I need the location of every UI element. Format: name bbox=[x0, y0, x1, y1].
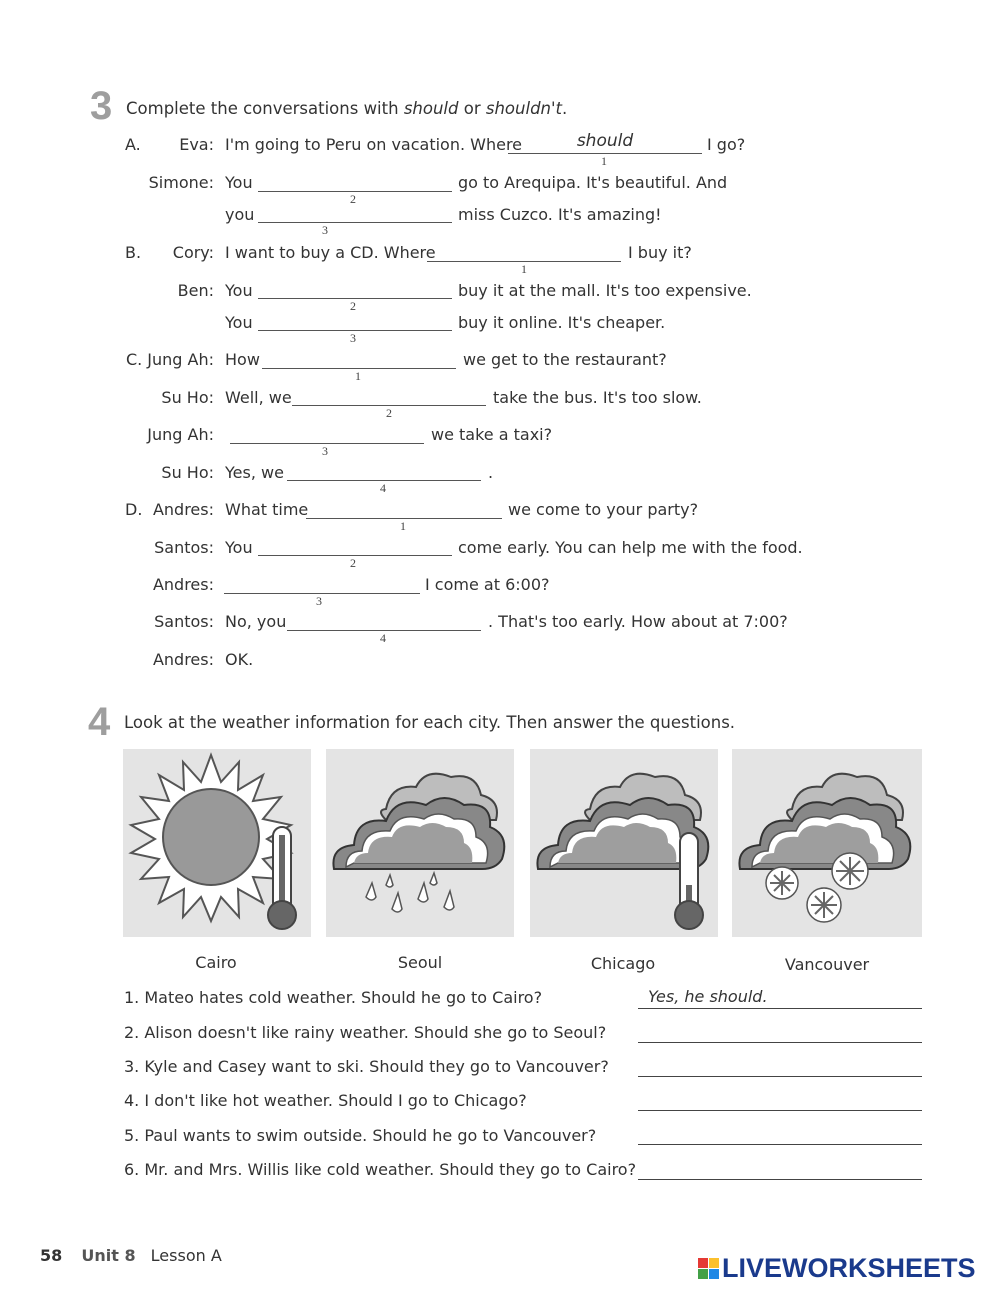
blank-d3[interactable] bbox=[224, 593, 420, 594]
line-after: take the bus. It's too slow. bbox=[493, 388, 702, 407]
blank-number: 1 bbox=[521, 262, 527, 276]
sun-thermometer-icon bbox=[123, 749, 311, 937]
question-5: 5. Paul wants to swim outside. Should he go to Vancouver? bbox=[124, 1126, 597, 1145]
blank-b1-input[interactable] bbox=[427, 238, 621, 260]
blank-number: 2 bbox=[350, 192, 356, 206]
line-before: How bbox=[225, 350, 260, 369]
line-after: I come at 6:00? bbox=[425, 575, 550, 594]
exercise-4-instruction: Look at the weather information for each city. Then answer the questions. bbox=[124, 713, 736, 732]
seoul-weather-panel bbox=[326, 749, 514, 937]
speaker-label: Su Ho: bbox=[161, 388, 214, 407]
blank-c1-input[interactable] bbox=[262, 345, 456, 367]
blank-d3-input[interactable] bbox=[224, 570, 420, 592]
answer-6-input[interactable] bbox=[638, 1156, 922, 1178]
line-after: . bbox=[488, 463, 494, 482]
line-before: You bbox=[225, 173, 253, 192]
blank-number: 2 bbox=[350, 299, 356, 313]
blank-a3-input[interactable] bbox=[258, 199, 452, 221]
answer-line-4[interactable] bbox=[638, 1110, 922, 1111]
line-before: OK. bbox=[225, 650, 254, 669]
instruction-end: . bbox=[562, 99, 568, 118]
line-after: miss Cuzco. It's amazing! bbox=[458, 205, 662, 224]
answer-line-1[interactable] bbox=[638, 1008, 922, 1009]
answer-3-input[interactable] bbox=[638, 1053, 922, 1075]
answer-line-2[interactable] bbox=[638, 1042, 922, 1043]
question-4: 4. I don't like hot weather. Should I go to Chicago? bbox=[124, 1091, 527, 1110]
answer-1-input[interactable] bbox=[638, 985, 922, 1007]
speaker-label: Andres: bbox=[152, 575, 214, 594]
exercise-4-number: 4 bbox=[88, 700, 111, 744]
unit-label: Unit 8 bbox=[81, 1246, 136, 1265]
instruction-should: should bbox=[403, 99, 459, 118]
blank-number: 2 bbox=[350, 556, 356, 570]
vancouver-weather-panel bbox=[732, 749, 922, 937]
chicago-weather-panel bbox=[530, 749, 718, 937]
line-before: Well, we bbox=[225, 388, 292, 407]
blank-c2-input[interactable] bbox=[292, 382, 486, 404]
blank-number: 3 bbox=[316, 594, 322, 608]
blank-d1-input[interactable] bbox=[306, 495, 502, 517]
speaker-label: Jung Ah: bbox=[147, 425, 214, 444]
speaker-label: Ben: bbox=[177, 281, 214, 300]
line-after: come early. You can help me with the food. bbox=[458, 538, 803, 557]
blank-number: 3 bbox=[322, 444, 328, 458]
logo-square bbox=[709, 1269, 719, 1279]
question-6: 6. Mr. and Mrs. Willis like cold weather. Should they go to Cairo? bbox=[124, 1160, 637, 1179]
blank-b2-input[interactable] bbox=[258, 275, 452, 297]
answer-2-input[interactable] bbox=[638, 1019, 922, 1041]
speaker-label: Santos: bbox=[154, 538, 214, 557]
blank-number: 4 bbox=[380, 631, 386, 645]
line-after: we come to your party? bbox=[508, 500, 699, 519]
page-number: 58 bbox=[40, 1246, 63, 1265]
blank-a2-input[interactable] bbox=[258, 168, 452, 190]
line-before: you bbox=[225, 205, 255, 224]
line-after: I buy it? bbox=[628, 243, 692, 262]
answer-line-3[interactable] bbox=[638, 1076, 922, 1077]
blank-c4-input[interactable] bbox=[287, 457, 481, 479]
speaker-label: Su Ho: bbox=[161, 463, 214, 482]
answer-line-5[interactable] bbox=[638, 1144, 922, 1145]
page-footer bbox=[40, 1246, 222, 1265]
line-after: . That's too early. How about at 7:00? bbox=[488, 612, 788, 631]
speaker-label: C. Jung Ah: bbox=[125, 350, 214, 369]
exercise-3-instruction bbox=[126, 99, 567, 118]
snow-cloud-icon bbox=[732, 749, 922, 937]
blank-number: 4 bbox=[380, 481, 386, 495]
blank-number: 2 bbox=[386, 406, 392, 420]
line-before: You bbox=[225, 313, 253, 332]
speaker-label: Simone: bbox=[148, 173, 214, 192]
blank-b3-input[interactable] bbox=[258, 307, 452, 329]
exercise-3-number: 3 bbox=[90, 84, 113, 128]
blank-d2-input[interactable] bbox=[258, 532, 452, 554]
answer-line-6[interactable] bbox=[638, 1179, 922, 1180]
answer-5-input[interactable] bbox=[638, 1121, 922, 1143]
speaker-label: Eva: bbox=[179, 135, 214, 154]
instruction-text: Complete the conversations with bbox=[126, 99, 404, 118]
cloud-thermometer-icon bbox=[530, 749, 718, 937]
section-letter-a: A. bbox=[125, 135, 141, 154]
liveworksheets-brand: LIVEWORKSHEETS bbox=[722, 1252, 976, 1283]
blank-c3-input[interactable] bbox=[230, 420, 424, 442]
section-letter-d: D. bbox=[125, 500, 143, 519]
line-before: You bbox=[225, 538, 253, 557]
blank-number: 3 bbox=[350, 331, 356, 345]
city-label-vancouver: Vancouver bbox=[784, 955, 870, 974]
cairo-weather-panel bbox=[123, 749, 311, 937]
instruction-shouldnt: shouldn't bbox=[485, 99, 563, 118]
blank-number: 1 bbox=[355, 369, 361, 383]
logo-square bbox=[698, 1258, 708, 1268]
line-after: we get to the restaurant? bbox=[463, 350, 667, 369]
line-after: I go? bbox=[707, 135, 746, 154]
line-after: buy it online. It's cheaper. bbox=[458, 313, 666, 332]
blank-a3[interactable] bbox=[258, 222, 452, 223]
blank-number: 1 bbox=[601, 154, 607, 168]
section-letter-b: B. bbox=[125, 243, 142, 262]
line-before: What time bbox=[225, 500, 309, 519]
rain-cloud-icon bbox=[326, 749, 514, 937]
speaker-label: Andres: bbox=[152, 500, 214, 519]
blank-number: 1 bbox=[400, 519, 406, 533]
answer-4-input[interactable] bbox=[638, 1087, 922, 1109]
lesson-label: Lesson A bbox=[150, 1246, 222, 1265]
line-before: Yes, we bbox=[225, 463, 284, 482]
blank-number: 3 bbox=[322, 223, 328, 237]
liveworksheets-logo[interactable] bbox=[698, 1253, 976, 1283]
blank-d4-input[interactable] bbox=[287, 607, 481, 629]
speaker-label: Cory: bbox=[172, 243, 214, 262]
line-before: I'm going to Peru on vacation. Where bbox=[225, 135, 523, 154]
city-label-chicago: Chicago bbox=[590, 954, 656, 973]
line-before: I want to buy a CD. Where bbox=[225, 243, 436, 262]
liveworksheets-logo-icon bbox=[698, 1258, 719, 1279]
instruction-or: or bbox=[458, 99, 486, 118]
speaker-label: Santos: bbox=[154, 612, 214, 631]
line-after: we take a taxi? bbox=[431, 425, 553, 444]
city-label-seoul: Seoul bbox=[397, 953, 443, 972]
question-2: 2. Alison doesn't like rainy weather. Should she go to Seoul? bbox=[124, 1023, 607, 1042]
logo-square bbox=[709, 1258, 719, 1268]
line-before: You bbox=[225, 281, 253, 300]
question-1: 1. Mateo hates cold weather. Should he go to Cairo? bbox=[124, 988, 543, 1007]
question-3: 3. Kyle and Casey want to ski. Should they go to Vancouver? bbox=[124, 1057, 609, 1076]
speaker-label: Andres: bbox=[152, 650, 214, 669]
blank-a1-input[interactable] bbox=[508, 130, 702, 152]
line-before: No, you bbox=[225, 612, 287, 631]
city-label-cairo: Cairo bbox=[195, 953, 237, 972]
line-after: go to Arequipa. It's beautiful. And bbox=[458, 173, 728, 192]
line-after: buy it at the mall. It's too expensive. bbox=[458, 281, 752, 300]
logo-square bbox=[698, 1269, 708, 1279]
